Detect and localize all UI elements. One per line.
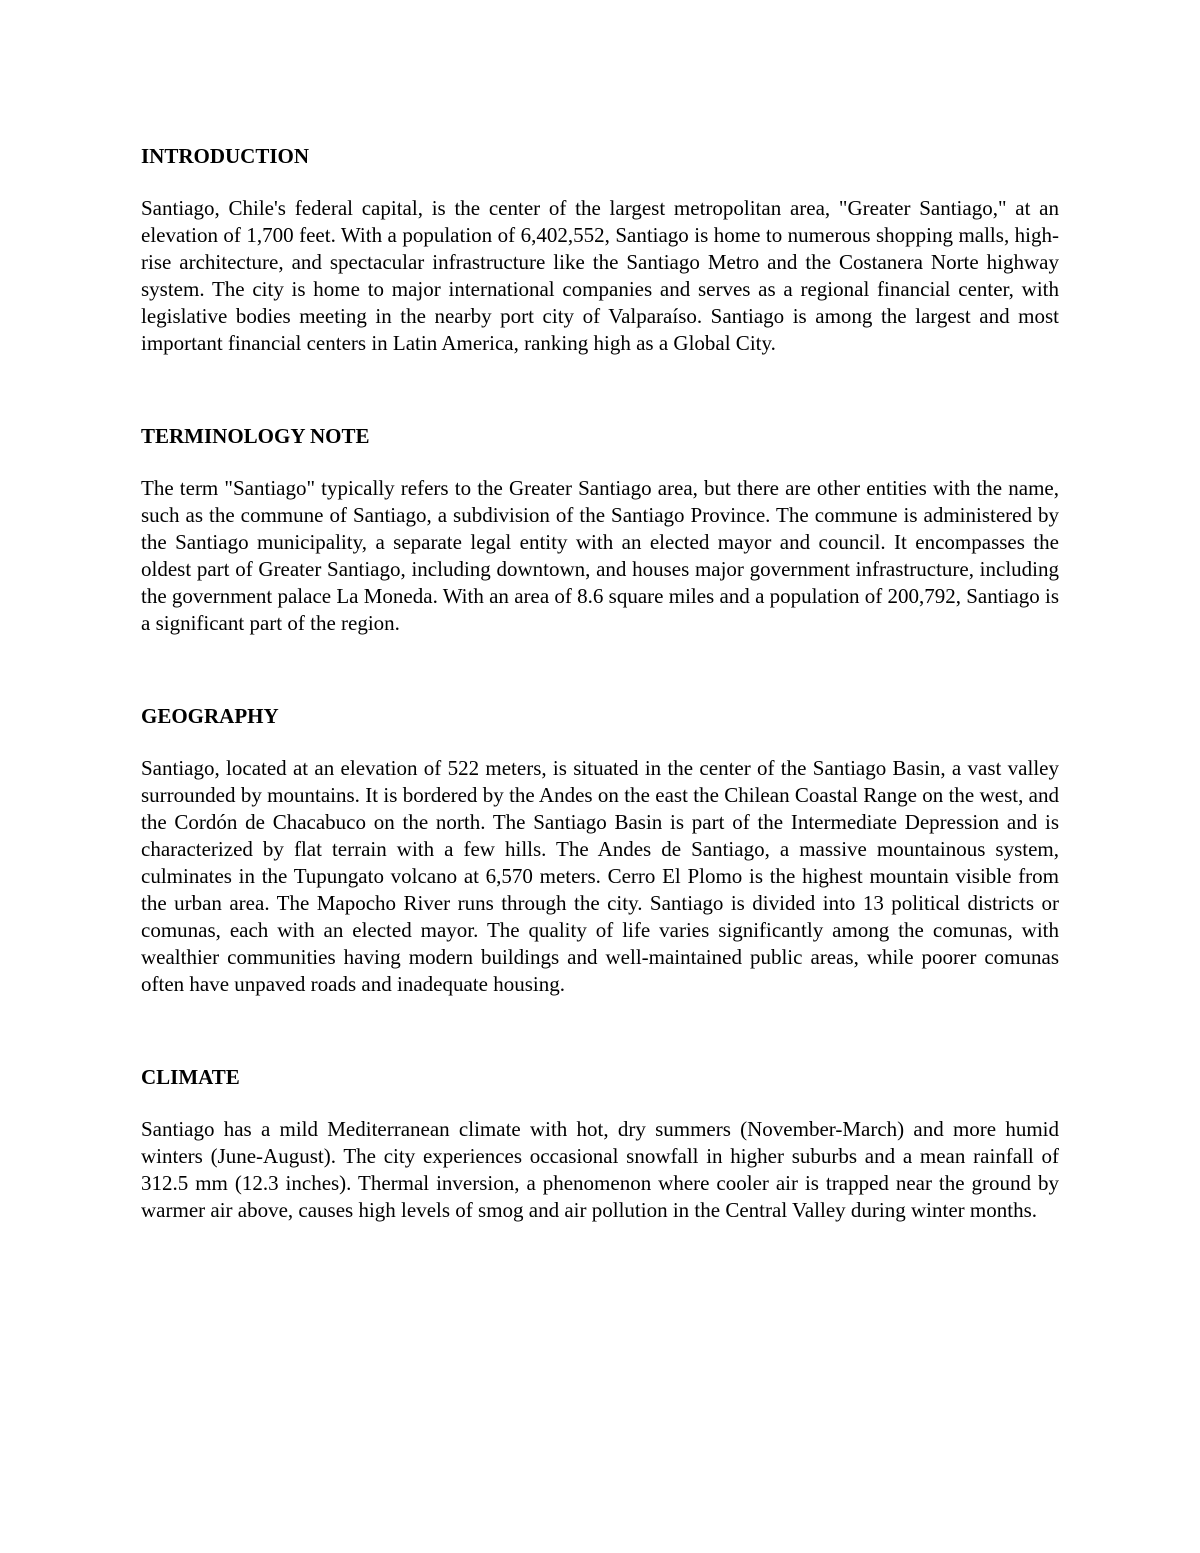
section-spacer bbox=[141, 998, 1059, 1064]
section-heading: TERMINOLOGY NOTE bbox=[141, 424, 370, 448]
section-heading: CLIMATE bbox=[141, 1065, 240, 1089]
section-paragraph: Santiago has a mild Mediterranean climate with hot, dry summers (November-March) and more humid winters (June-August). The city experiences occasional snowfall in higher suburbs and a mean rainfall of 312.5 mm (12.3 inches). Thermal inversion, a phenomenon where cooler air is trapped near the ground by warmer air above, causes high levels of smog and air pollution in the Central Valley during winter months. bbox=[141, 1117, 1059, 1222]
section-geography bbox=[141, 703, 1059, 998]
section-spacer bbox=[141, 637, 1059, 703]
section-paragraph: Santiago, located at an elevation of 522 meters, is situated in the center of the Santiago Basin, a vast valley surrounded by mountains. It is bordered by the Andes on the east the Chilean Coastal Range on the west, and the Cordón de Chacabuco on the north. The Santiago Basin is part of the Intermediate Depression and is characterized by flat terrain with a few hills. The Andes de Santiago, a massive mountainous system, culminates in the Tupungato volcano at 6,570 meters. Cerro El Plomo is the highest mountain visible from the urban area. The Mapocho River runs through the city. Santiago is divided into 13 political districts or comunas, each with an elected mayor. The quality of life varies significantly among the comunas, with wealthier communities having modern buildings and well-maintained public areas, while poorer comunas often have unpaved roads and inadequate housing. bbox=[141, 756, 1059, 996]
section-paragraph: The term "Santiago" typically refers to the Greater Santiago area, but there are other entities with the name, such as the commune of Santiago, a subdivision of the Santiago Province. The commune is administered by the Santiago municipality, a separate legal entity with an elected mayor and council. It encompasses the oldest part of Greater Santiago, including downtown, and houses major government infrastructure, including the government palace La Moneda. With an area of 8.6 square miles and a population of 200,792, Santiago is a significant part of the region. bbox=[141, 476, 1059, 635]
section-spacer bbox=[141, 357, 1059, 423]
section-paragraph: Santiago, Chile's federal capital, is the center of the largest metropolitan area, "Greater Santiago," at an elevation of 1,700 feet. With a population of 6,402,552, Santiago is home to numerous shopping malls, high-rise architecture, and spectacular infrastructure like the Santiago Metro and the Costanera Norte highway system. The city is home to major international companies and serves as a regional financial center, with legislative bodies meeting in the nearby port city of Valparaíso. Santiago is among the largest and most important financial centers in Latin America, ranking high as a Global City. bbox=[141, 196, 1059, 355]
section-introduction bbox=[141, 143, 1059, 357]
section-heading: GEOGRAPHY bbox=[141, 704, 279, 728]
section-climate bbox=[141, 1064, 1059, 1224]
section-terminology-note bbox=[141, 423, 1059, 637]
section-heading: INTRODUCTION bbox=[141, 144, 310, 168]
document-content bbox=[141, 143, 1059, 1224]
